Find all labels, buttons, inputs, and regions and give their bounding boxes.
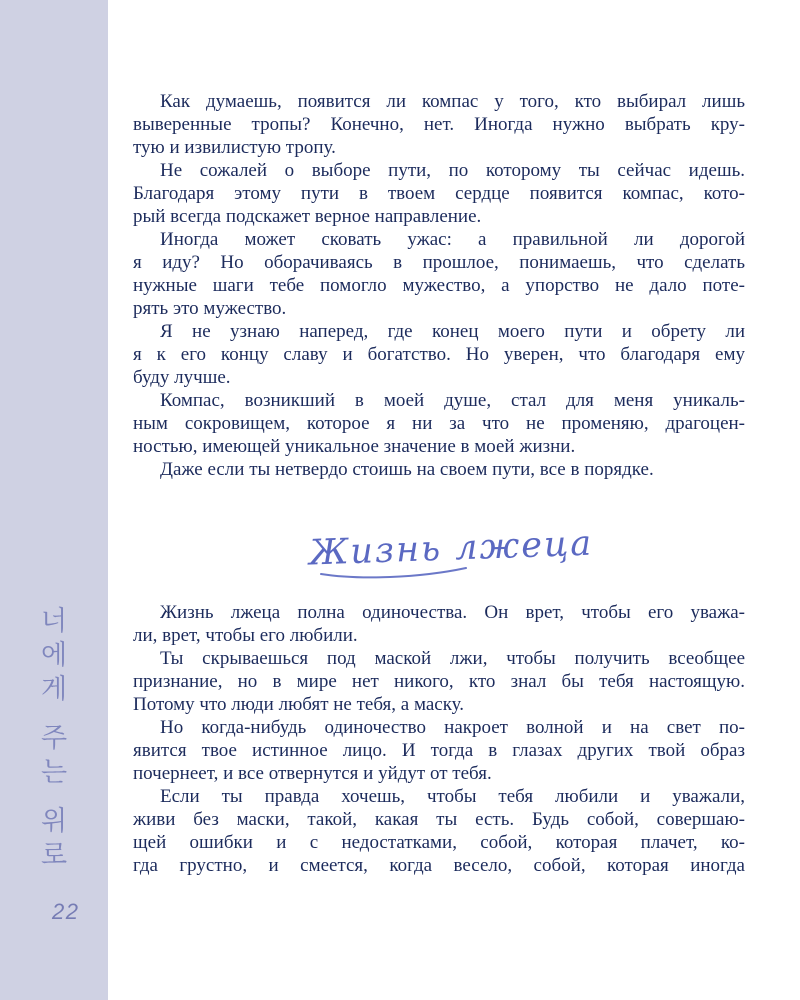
text-line: Даже если ты нетвердо стоишь на своем пути, все в порядке. — [160, 459, 654, 480]
text-line: явится твое истинное лицо. И тогда в глазах других твой образ — [133, 740, 745, 761]
text-line: нужные шаги тебе помогло мужество, а упорство не дало поте- — [133, 275, 745, 296]
spine-word — [41, 804, 67, 872]
text-line: Если ты правда хочешь, чтобы тебя любили и уважали, — [160, 786, 745, 807]
spine-char: 너 — [40, 606, 68, 636]
text-line: Благодаря этому пути в твоем сердце появится компас, кото- — [133, 183, 745, 204]
paragraph — [133, 320, 745, 389]
text-line: рый всегда подскажет верное направление. — [133, 206, 482, 227]
text-line: ностью, имеющей уникальное значение в моей жизни. — [133, 436, 576, 457]
paragraph — [133, 458, 745, 481]
spine-char: 위 — [40, 806, 68, 836]
text-line: Но когда-нибудь одиночество накроет волной и на свет по- — [160, 717, 745, 738]
paragraph — [133, 785, 745, 877]
spine-char: 로 — [40, 840, 68, 870]
section-heading — [133, 518, 745, 580]
page-number: 22 — [52, 899, 80, 924]
paragraph — [133, 601, 745, 647]
text-line: Иногда может сковать ужас: а правильной ли дорогой — [160, 229, 745, 250]
spine-strip — [0, 0, 108, 1000]
paragraph — [133, 159, 745, 228]
text-line: рять это мужество. — [133, 298, 287, 319]
text-line: Жизнь лжеца полна одиночества. Он врет, чтобы его уважа- — [160, 602, 745, 623]
spine-word — [41, 721, 67, 789]
text-line: буду лучше. — [133, 367, 231, 388]
text-line: выверенные тропы? Конечно, нет. Иногда нужно выбрать кру- — [133, 114, 745, 135]
text-line: тую и извилистую тропу. — [133, 137, 336, 158]
spine-char: 게 — [40, 674, 68, 704]
spine-vertical-title — [0, 604, 108, 872]
text-line: живи без маски, такой, какая ты есть. Будь собой, совершаю- — [133, 809, 745, 830]
text-line: гда грустно, и смеется, когда весело, собой, которая иногда — [133, 855, 745, 876]
text-line: Я не узнаю наперед, где конец моего пути и обрету ли — [160, 321, 745, 342]
paragraph — [133, 228, 745, 320]
text-line: я иду? Но оборачиваясь в прошлое, понимаешь, что сделать — [133, 252, 745, 273]
text-line: Как думаешь, появится ли компас у того, кто выбирал лишь — [160, 91, 745, 112]
spine-word — [41, 604, 67, 706]
text-line: Компас, возникший в моей душе, стал для меня уникаль- — [160, 390, 745, 411]
paragraph — [133, 716, 745, 785]
text-line: я к его концу славу и богатство. Но уверен, что благодаря ему — [133, 344, 745, 365]
spine-char: 에 — [40, 640, 68, 670]
paragraph — [133, 389, 745, 458]
spine-char: 주 — [40, 723, 68, 753]
text-line: Не сожалей о выборе пути, по которому ты сейчас идешь. — [160, 160, 745, 181]
text-line: признание, но в мире нет никого, кто знал бы тебя настоящую. — [133, 671, 745, 692]
text-line: Потому что люди любят не тебя, а маску. — [133, 694, 465, 715]
section-heading-text: Жизнь лжеца — [308, 523, 594, 574]
spine-char: 는 — [40, 757, 68, 787]
paragraph — [133, 647, 745, 716]
text-line: почернеет, и все отвернутся и уйдут от тебя. — [133, 763, 492, 784]
paragraph — [133, 90, 745, 159]
main-text-column — [133, 90, 745, 877]
text-line: ным сокровищем, которое я ни за что не променяю, драгоцен- — [133, 413, 745, 434]
text-line: Ты скрываешься под маской лжи, чтобы получить всеобщее — [160, 648, 745, 669]
text-line: щей ошибки и с недостатками, собой, которая плачет, ко- — [133, 832, 745, 853]
text-line: ли, врет, чтобы его любили. — [133, 625, 358, 646]
